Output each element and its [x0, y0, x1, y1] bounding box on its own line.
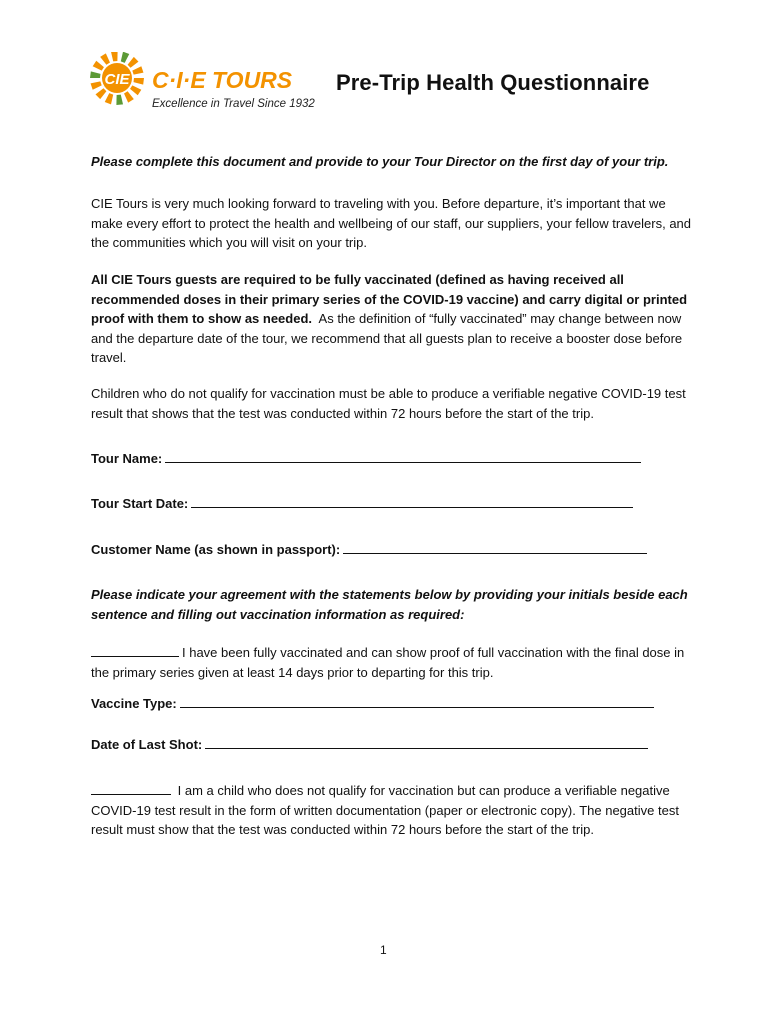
sunburst-ray: [96, 88, 107, 99]
sunburst-ray: [124, 91, 134, 102]
children-note: Children who do not qualify for vaccination must be able to produce a verifiable negative COVID-19 test result that shows that the test was conducted within 72 hours before the start of the trip.: [91, 386, 686, 421]
sunburst-ray: [128, 57, 139, 68]
date-last-shot-field: [91, 736, 648, 753]
vaccine-type-field: [91, 695, 654, 712]
sunburst-ray: [133, 78, 144, 85]
page-number: 1: [380, 943, 387, 957]
date-last-shot-input-line[interactable]: [205, 736, 648, 749]
intro-paragraph: CIE Tours is very much looking forward to traveling with you. Before departure, it’s important that we make every effort to protect the health and wellbeing of our staff, our suppliers, your fellow travelers, and the communities which you will visit on your trip.: [91, 196, 692, 251]
sunburst-ray: [93, 61, 104, 71]
sunburst-ray: [111, 52, 118, 61]
sunburst-ray: [100, 53, 110, 64]
vaccination-requirement-bold: All CIE Tours guests are required to be fully vaccinated (defined as having received all recommended doses in their primary series of the COVID-19 vaccine) and carry digital or printed proof with them to show as needed.: [91, 272, 688, 327]
tour-name-label: Tour Name:: [91, 451, 163, 466]
child-statement: [91, 781, 691, 840]
sunburst-ray: [132, 66, 143, 74]
tour-start-date-label: Tour Start Date:: [91, 496, 189, 511]
customer-name-input-line[interactable]: [343, 541, 647, 554]
logo-brand-text: C·I·E TOURS: [152, 67, 293, 93]
vaccinated-statement: [91, 643, 691, 682]
logo-emblem-text: CIE: [104, 71, 130, 88]
sunburst-ray: [121, 52, 129, 63]
date-last-shot-label: Date of Last Shot:: [91, 737, 203, 752]
child-initials-line[interactable]: [91, 782, 171, 795]
agreement-instructions: Please indicate your agreement with the statements below by providing your initials beside each sentence and filling out vaccination information as required:: [91, 587, 688, 622]
vaccine-type-label: Vaccine Type:: [91, 696, 177, 711]
sunburst-ray: [130, 85, 141, 95]
vaccination-requirement-rest: As the definition of “fully vaccinated” may change between now and the departure date of the tour, we recommend that all guests plan to receive a booster dose before travel.: [91, 311, 683, 366]
cie-tours-logo: [90, 52, 322, 112]
child-statement-text: I am a child who does not qualify for vaccination but can produce a verifiable negative COVID-19 test result in the form of written documentation (paper or electronic copy). The negative test result must show that the test was conducted within 72 hours before the start of the trip.: [91, 783, 679, 838]
logo-tagline: Excellence in Travel Since 1932: [152, 98, 315, 110]
document-title: Pre-Trip Health Questionnaire: [336, 70, 650, 95]
sunburst-ray: [90, 71, 101, 78]
vaccinated-initials-line[interactable]: [91, 644, 179, 657]
vaccinated-statement-text: I have been fully vaccinated and can show proof of full vaccination with the final dose in the primary series given at least 14 days prior to departing for this trip.: [91, 645, 685, 680]
tour-name-input-line[interactable]: [165, 450, 641, 463]
tour-start-date-field: [91, 495, 633, 512]
tour-name-field: [91, 450, 641, 467]
sunburst-ray: [116, 95, 123, 105]
vaccine-type-input-line[interactable]: [180, 695, 654, 708]
sunburst-ray: [105, 93, 113, 104]
vaccination-requirement-paragraph: [91, 270, 691, 368]
completion-instructions: Please complete this document and provide to your Tour Director on the first day of your trip.: [91, 154, 669, 169]
tour-start-date-input-line[interactable]: [191, 495, 633, 508]
sunburst-ray: [91, 81, 102, 89]
customer-name-field: [91, 541, 647, 558]
customer-name-label: Customer Name (as shown in passport):: [91, 542, 341, 557]
